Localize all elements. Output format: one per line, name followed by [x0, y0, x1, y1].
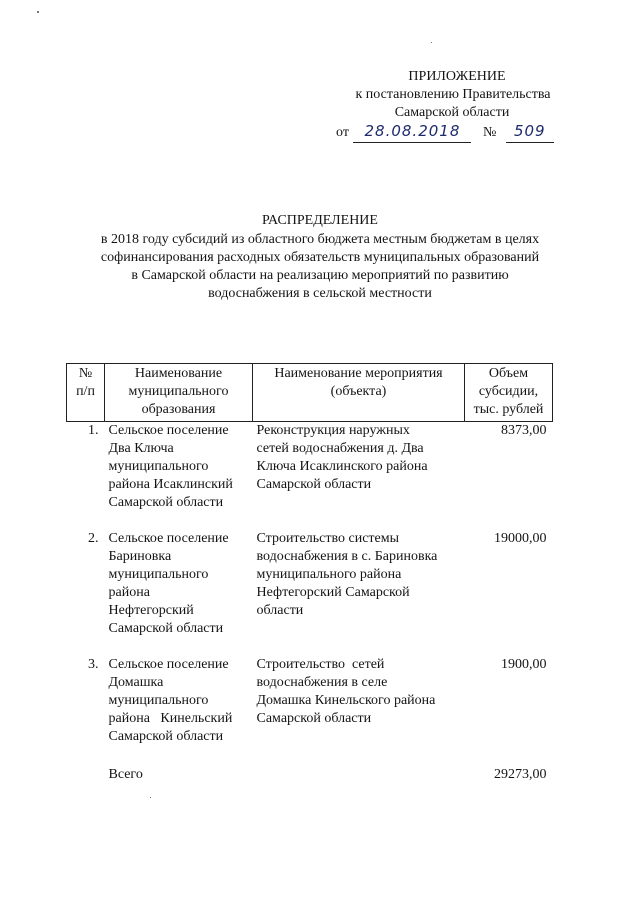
- appendix-line-2: Самарской области: [394, 105, 510, 120]
- appendix-line-1: к постановлению Правительства: [355, 87, 551, 102]
- row-municipality: Сельское поселение Два Ключа муниципального района Исаклинский Самарской области: [108, 423, 233, 510]
- row-event: Строительство сетей водоснабжения в селе Домашка Кинельского района Самарской области: [256, 657, 436, 726]
- table-row: [67, 656, 553, 746]
- heading-title: РАСПРЕДЕЛЕНИЕ: [262, 213, 378, 228]
- total-amount: 29273,00: [494, 767, 547, 782]
- heading-line-2: софинансирования расходных обязательств муниципальных образований: [100, 250, 540, 265]
- scan-speck: [37, 11, 39, 13]
- table-header-row: [67, 364, 553, 422]
- row-amount: 19000,00: [494, 531, 547, 546]
- date-prefix: от: [336, 125, 349, 140]
- table-row: [67, 530, 553, 638]
- row-num: 3.: [88, 657, 99, 672]
- row-event: Строительство системы водоснабжения в с. Бариновка муниципального района Нефтегорский Самарской области: [256, 531, 438, 618]
- row-amount: 1900,00: [501, 657, 547, 672]
- row-spacer: [67, 746, 553, 766]
- row-municipality: Сельское поселение Домашка муниципального района Кинельский Самарской области: [108, 657, 233, 744]
- row-num: 2.: [88, 531, 99, 546]
- row-event: Реконструкция наружных сетей водоснабжения д. Два Ключа Исаклинского района Самарской области: [256, 423, 428, 492]
- header-amount: Объем субсидии, тыс. рублей: [465, 364, 553, 422]
- subsidy-table: [66, 363, 553, 784]
- scan-speck: [150, 797, 151, 798]
- table-row: [67, 422, 553, 513]
- scan-speck: [431, 42, 432, 43]
- row-num: 1.: [88, 423, 99, 438]
- row-spacer: [67, 512, 553, 530]
- row-spacer: [67, 638, 553, 656]
- row-municipality: Сельское поселение Бариновка муниципального района Нефтегорский Самарской области: [108, 531, 229, 636]
- date-field: [353, 122, 471, 143]
- row-amount: 8373,00: [501, 423, 547, 438]
- table-total-row: [67, 766, 553, 784]
- number-field: [506, 122, 554, 143]
- heading-line-4: водоснабжения в сельской местности: [208, 286, 432, 301]
- appendix-title: ПРИЛОЖЕНИЕ: [408, 69, 506, 84]
- handwritten-date: 28.08.2018: [364, 122, 461, 140]
- header-event: Наименование мероприятия (объекта): [253, 364, 465, 422]
- total-label: Всего: [108, 767, 143, 782]
- appendix-date-row: [336, 122, 566, 143]
- appendix-block: [330, 68, 560, 122]
- header-municipality: Наименование муниципального образования: [105, 364, 253, 422]
- heading-line-3: в Самарской области на реализацию мероприятий по развитию: [131, 268, 509, 283]
- handwritten-number: 509: [513, 122, 546, 140]
- number-prefix: №: [482, 125, 497, 140]
- header-num: № п/п: [67, 364, 105, 422]
- heading-line-1: в 2018 году субсидий из областного бюджета местным бюджетам в целях: [100, 232, 540, 247]
- document-heading: [60, 212, 580, 303]
